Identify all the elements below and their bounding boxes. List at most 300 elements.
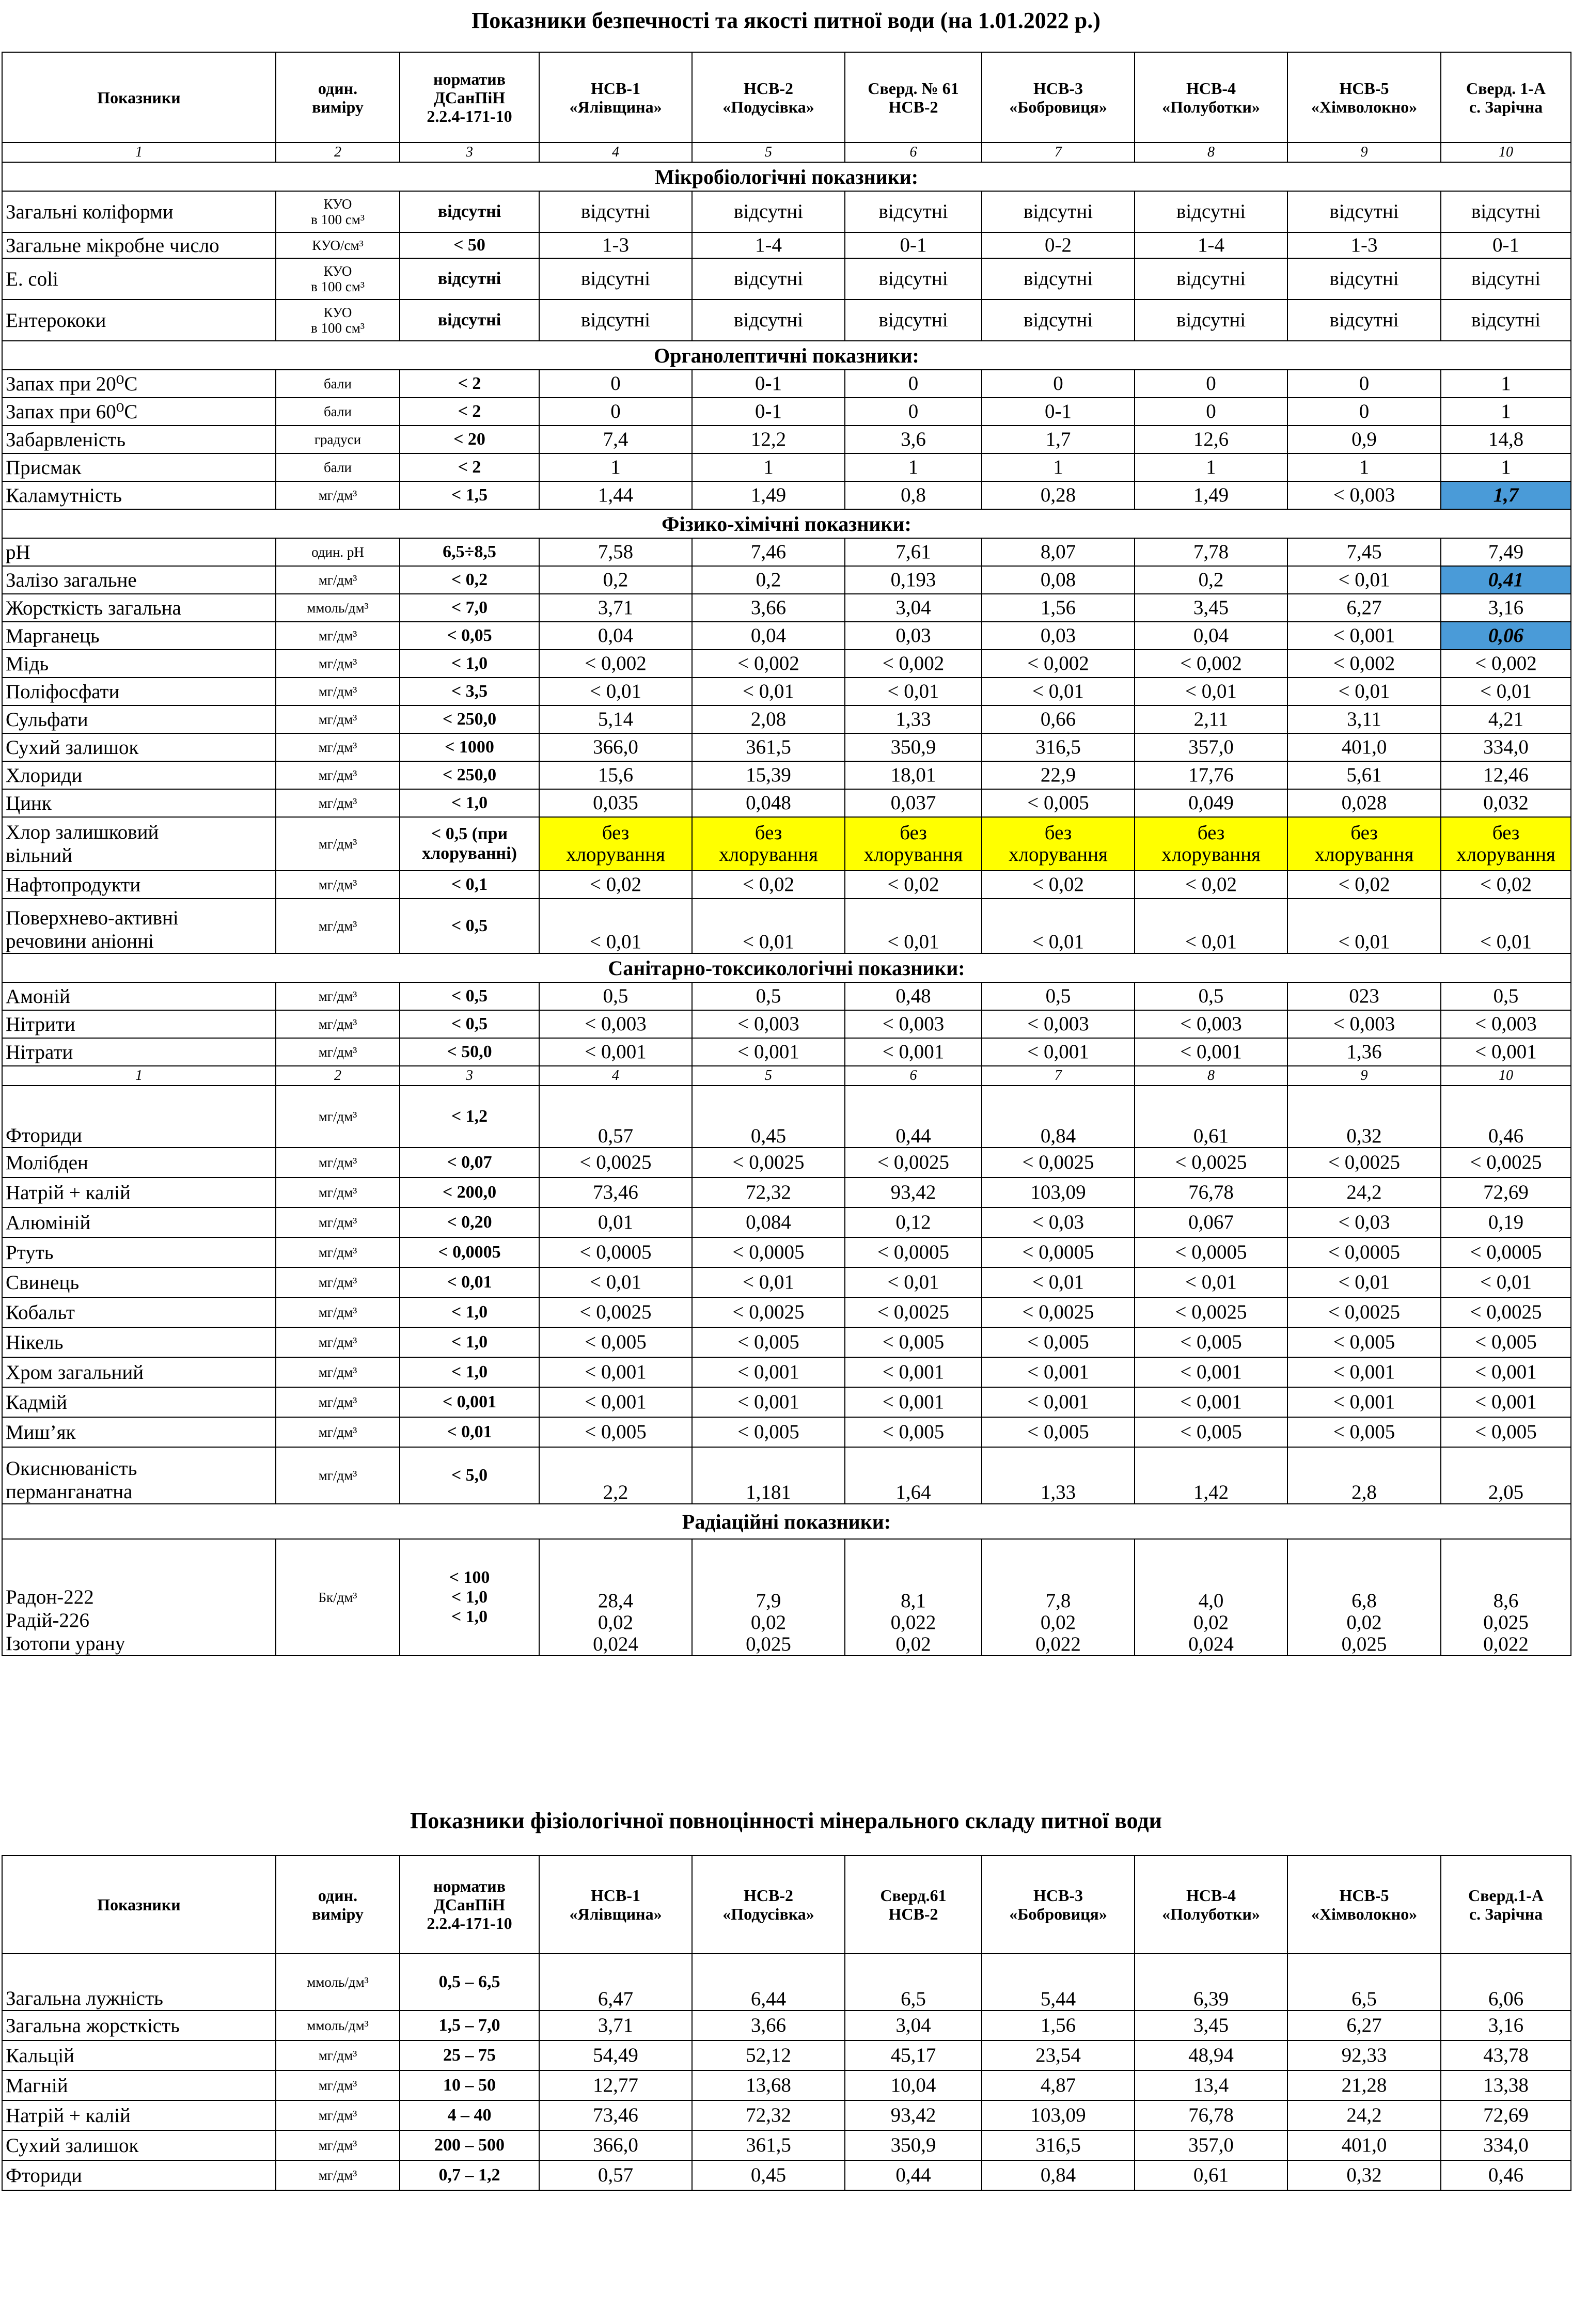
value-cell: 3,71 <box>539 2011 692 2040</box>
column-header: Показники <box>2 52 276 143</box>
table-row <box>2 1297 1571 1327</box>
value-cell: 54,49 <box>539 2040 692 2070</box>
value-cell: відсутні <box>845 300 982 341</box>
indicator-name: Радон-222 Радій-226 Ізотопи урану <box>2 1539 276 1656</box>
indicator-name: Магній <box>2 2070 276 2100</box>
value-cell: 2,08 <box>692 705 845 733</box>
value-cell: 0,12 <box>845 1207 982 1237</box>
value-cell: < 0,003 <box>982 1010 1135 1038</box>
indicator-name: Молібден <box>2 1148 276 1177</box>
table-row <box>2 2100 1571 2130</box>
value-cell: 6,27 <box>1287 594 1441 622</box>
column-number-row <box>2 1066 1571 1086</box>
indicator-name: Поверхнево-активні речовини аніонні <box>2 899 276 953</box>
unit-cell: градуси <box>276 426 400 453</box>
column-number: 8 <box>1135 143 1287 162</box>
value-cell: 1,44 <box>539 481 692 509</box>
value-cell: 0,2 <box>692 566 845 594</box>
value-cell: 12,46 <box>1441 761 1571 789</box>
value-cell: < 0,01 <box>1441 1267 1571 1297</box>
column-number: 7 <box>982 143 1135 162</box>
table-row <box>2 789 1571 817</box>
value-cell: 0,9 <box>1287 426 1441 453</box>
value-cell: 15,39 <box>692 761 845 789</box>
value-cell: < 0,01 <box>692 1267 845 1297</box>
value-cell: < 0,02 <box>692 871 845 899</box>
value-cell: 1,49 <box>692 481 845 509</box>
value-cell: 0,48 <box>845 982 982 1010</box>
value-cell: 0,04 <box>1135 622 1287 650</box>
value-cell: 3,6 <box>845 426 982 453</box>
value-cell: 0,84 <box>982 2160 1135 2190</box>
value-cell: < 0,01 <box>982 678 1135 705</box>
value-cell: без хлорування <box>1287 817 1441 871</box>
value-cell: < 0,01 <box>845 1267 982 1297</box>
value-cell: 6,8 0,02 0,025 <box>1287 1539 1441 1656</box>
value-cell: 1 <box>1441 370 1571 398</box>
unit-cell: бали <box>276 398 400 426</box>
value-cell: 361,5 <box>692 733 845 761</box>
value-cell: < 0,01 <box>1287 1267 1441 1297</box>
table-row <box>2 705 1571 733</box>
value-cell: 0-1 <box>1441 232 1571 258</box>
norm-cell: < 200,0 <box>400 1177 539 1207</box>
value-cell: 12,77 <box>539 2070 692 2100</box>
value-cell: 0-2 <box>982 232 1135 258</box>
value-cell: < 0,003 <box>539 1010 692 1038</box>
value-cell: 1 <box>1287 453 1441 481</box>
indicator-name: Нітрати <box>2 1038 276 1066</box>
column-header: норматив ДСанПіН 2.2.4-171-10 <box>400 52 539 143</box>
value-cell: < 0,01 <box>539 899 692 953</box>
indicator-name: Натрій + калій <box>2 2100 276 2130</box>
indicator-name: Свинець <box>2 1267 276 1297</box>
value-cell: 0,08 <box>982 566 1135 594</box>
column-number: 6 <box>845 143 982 162</box>
value-cell: 2,2 <box>539 1447 692 1504</box>
value-cell: 0,5 <box>1135 982 1287 1010</box>
value-cell: 28,4 0,02 0,024 <box>539 1539 692 1656</box>
value-cell: 1,56 <box>982 594 1135 622</box>
value-cell: 10,04 <box>845 2070 982 2100</box>
column-number: 2 <box>276 1066 400 1086</box>
norm-cell: < 50 <box>400 232 539 258</box>
value-cell: 0,28 <box>982 481 1135 509</box>
value-cell: без хлорування <box>1441 817 1571 871</box>
value-cell: 103,09 <box>982 1177 1135 1207</box>
value-cell: відсутні <box>1287 300 1441 341</box>
value-cell: 93,42 <box>845 1177 982 1207</box>
unit-cell: мг/дм³ <box>276 2160 400 2190</box>
value-cell: 1,7 <box>1441 481 1571 509</box>
column-header: НСВ-3 «Бобровиця» <box>982 52 1135 143</box>
indicator-name: Кальцій <box>2 2040 276 2070</box>
indicator-name: Фториди <box>2 2160 276 2190</box>
value-cell: 0,01 <box>539 1207 692 1237</box>
value-cell: 1,42 <box>1135 1447 1287 1504</box>
value-cell: 1 <box>982 453 1135 481</box>
value-cell: < 0,002 <box>692 650 845 678</box>
value-cell: 350,9 <box>845 2130 982 2160</box>
column-header: НСВ-1 «Ялівщина» <box>539 1856 692 1954</box>
value-cell: < 0,001 <box>845 1387 982 1417</box>
value-cell: 2,8 <box>1287 1447 1441 1504</box>
value-cell: < 0,02 <box>539 871 692 899</box>
value-cell: 3,45 <box>1135 2011 1287 2040</box>
norm-cell: 1,5 – 7,0 <box>400 2011 539 2040</box>
column-header: НСВ-4 «Полуботки» <box>1135 1856 1287 1954</box>
column-header: Сверд.1-А с. Зарічна <box>1441 1856 1571 1954</box>
column-header: Сверд. № 61 НСВ-2 <box>845 52 982 143</box>
value-cell: 0,41 <box>1441 566 1571 594</box>
value-cell: < 0,001 <box>692 1387 845 1417</box>
column-number: 10 <box>1441 143 1571 162</box>
value-cell: 4,87 <box>982 2070 1135 2100</box>
value-cell: < 0,005 <box>539 1417 692 1447</box>
indicator-name: Запах при 20⁰С <box>2 370 276 398</box>
norm-cell: < 50,0 <box>400 1038 539 1066</box>
value-cell: 92,33 <box>1287 2040 1441 2070</box>
norm-cell: відсутні <box>400 300 539 341</box>
indicator-name: Окиснюваність перманганатна <box>2 1447 276 1504</box>
value-cell: 0,66 <box>982 705 1135 733</box>
column-number: 10 <box>1441 1066 1571 1086</box>
indicator-name: Кобальт <box>2 1297 276 1327</box>
value-cell: 72,32 <box>692 1177 845 1207</box>
value-cell: 1,64 <box>845 1447 982 1504</box>
value-cell: < 0,005 <box>982 1327 1135 1357</box>
column-number: 3 <box>400 143 539 162</box>
value-cell: < 0,005 <box>1441 1417 1571 1447</box>
value-cell: < 0,0025 <box>845 1148 982 1177</box>
value-cell: 8,07 <box>982 538 1135 566</box>
value-cell: 3,16 <box>1441 594 1571 622</box>
column-header: НСВ-3 «Бобровиця» <box>982 1856 1135 1954</box>
value-cell: < 0,0025 <box>539 1148 692 1177</box>
value-cell: 0,193 <box>845 566 982 594</box>
unit-cell: ммоль/дм³ <box>276 594 400 622</box>
column-number: 5 <box>692 1066 845 1086</box>
value-cell: 1,36 <box>1287 1038 1441 1066</box>
unit-cell: мг/дм³ <box>276 1086 400 1148</box>
value-cell: відсутні <box>1135 191 1287 232</box>
value-cell: 1 <box>539 453 692 481</box>
norm-cell: 0,7 – 1,2 <box>400 2160 539 2190</box>
value-cell: 3,45 <box>1135 594 1287 622</box>
norm-cell: < 1,0 <box>400 789 539 817</box>
value-cell: < 0,001 <box>539 1038 692 1066</box>
norm-cell: < 0,5 <box>400 899 539 953</box>
value-cell: 6,5 <box>1287 1954 1441 2011</box>
unit-cell: мг/дм³ <box>276 899 400 953</box>
value-cell: 24,2 <box>1287 2100 1441 2130</box>
value-cell: < 0,0025 <box>982 1297 1135 1327</box>
table-row <box>2 1417 1571 1447</box>
value-cell: відсутні <box>1135 300 1287 341</box>
value-cell: < 0,005 <box>982 1417 1135 1447</box>
value-cell: < 0,0005 <box>539 1237 692 1267</box>
unit-cell: Бк/дм³ <box>276 1539 400 1656</box>
unit-cell: мг/дм³ <box>276 1417 400 1447</box>
table-row <box>2 622 1571 650</box>
value-cell: 0,5 <box>1441 982 1571 1010</box>
table-row <box>2 1148 1571 1177</box>
value-cell: 6,44 <box>692 1954 845 2011</box>
value-cell: 13,68 <box>692 2070 845 2100</box>
table-row <box>2 1447 1571 1504</box>
column-number: 1 <box>2 143 276 162</box>
table-row <box>2 1237 1571 1267</box>
table-row <box>2 398 1571 426</box>
indicator-name: Мідь <box>2 650 276 678</box>
section-title: Органолептичні показники: <box>2 341 1571 370</box>
value-cell: < 0,0005 <box>1287 1237 1441 1267</box>
unit-cell: мг/дм³ <box>276 481 400 509</box>
value-cell: відсутні <box>1441 300 1571 341</box>
indicator-name: Загальна лужність <box>2 1954 276 2011</box>
unit-cell: мг/дм³ <box>276 2130 400 2160</box>
unit-cell: мг/дм³ <box>276 1148 400 1177</box>
value-cell: < 0,002 <box>1287 650 1441 678</box>
value-cell: < 0,0005 <box>1135 1237 1287 1267</box>
column-number: 2 <box>276 143 400 162</box>
norm-cell: 0,5 – 6,5 <box>400 1954 539 2011</box>
value-cell: 357,0 <box>1135 733 1287 761</box>
value-cell: 0,035 <box>539 789 692 817</box>
indicator-name: Поліфосфати <box>2 678 276 705</box>
norm-cell: < 0,05 <box>400 622 539 650</box>
value-cell: < 0,005 <box>1135 1417 1287 1447</box>
table-row <box>2 481 1571 509</box>
value-cell: 0-1 <box>692 370 845 398</box>
value-cell: 1,33 <box>982 1447 1135 1504</box>
norm-cell: < 2 <box>400 398 539 426</box>
value-cell: < 0,02 <box>1287 871 1441 899</box>
unit-cell: мг/дм³ <box>276 566 400 594</box>
value-cell: < 0,003 <box>1287 1010 1441 1038</box>
value-cell: 0,57 <box>539 2160 692 2190</box>
table-row <box>2 1357 1571 1387</box>
value-cell: 6,39 <box>1135 1954 1287 2011</box>
value-cell: < 0,005 <box>1135 1327 1287 1357</box>
value-cell: 1 <box>845 453 982 481</box>
table-row <box>2 2130 1571 2160</box>
value-cell: відсутні <box>845 191 982 232</box>
value-cell: < 0,005 <box>982 789 1135 817</box>
value-cell: 0,57 <box>539 1086 692 1148</box>
value-cell: 6,27 <box>1287 2011 1441 2040</box>
value-cell: відсутні <box>1287 191 1441 232</box>
indicator-name: Загальні коліформи <box>2 191 276 232</box>
norm-cell: < 1,0 <box>400 650 539 678</box>
norm-cell: < 0,001 <box>400 1387 539 1417</box>
unit-cell: мг/дм³ <box>276 1177 400 1207</box>
indicator-name: Жорсткість загальна <box>2 594 276 622</box>
column-header: НСВ-5 «Хімволокно» <box>1287 52 1441 143</box>
value-cell: < 0,01 <box>845 899 982 953</box>
value-cell: < 0,001 <box>1135 1038 1287 1066</box>
value-cell: 48,94 <box>1135 2040 1287 2070</box>
column-header: НСВ-2 «Подусівка» <box>692 52 845 143</box>
value-cell: < 0,005 <box>1441 1327 1571 1357</box>
value-cell: < 0,03 <box>1287 1207 1441 1237</box>
value-cell: < 0,001 <box>692 1357 845 1387</box>
value-cell: 0,03 <box>845 622 982 650</box>
value-cell: < 0,01 <box>692 899 845 953</box>
unit-cell: мг/дм³ <box>276 705 400 733</box>
value-cell: < 0,001 <box>982 1387 1135 1417</box>
value-cell: 8,6 0,025 0,022 <box>1441 1539 1571 1656</box>
norm-cell: < 0,5 <box>400 982 539 1010</box>
value-cell: 0,45 <box>692 1086 845 1148</box>
table-row <box>2 2160 1571 2190</box>
section-title: Мікробіологічні показники: <box>2 162 1571 191</box>
table-row <box>2 2070 1571 2100</box>
header-row <box>2 1856 1571 1954</box>
unit-cell: мг/дм³ <box>276 650 400 678</box>
value-cell: < 0,0025 <box>1135 1297 1287 1327</box>
value-cell: відсутні <box>845 258 982 300</box>
value-cell: 0,032 <box>1441 789 1571 817</box>
norm-cell: < 5,0 <box>400 1447 539 1504</box>
value-cell: 1 <box>1441 398 1571 426</box>
norm-cell: 200 – 500 <box>400 2130 539 2160</box>
value-cell: 401,0 <box>1287 733 1441 761</box>
table-row <box>2 538 1571 566</box>
unit-cell: КУО в 100 см³ <box>276 300 400 341</box>
value-cell: 14,8 <box>1441 426 1571 453</box>
value-cell: < 0,001 <box>1441 1387 1571 1417</box>
value-cell: < 0,001 <box>1135 1357 1287 1387</box>
indicator-name: Хлориди <box>2 761 276 789</box>
value-cell: < 0,02 <box>982 871 1135 899</box>
table-row <box>2 761 1571 789</box>
value-cell: 1,49 <box>1135 481 1287 509</box>
value-cell: 1-3 <box>539 232 692 258</box>
unit-cell: мг/дм³ <box>276 733 400 761</box>
norm-cell: 6,5÷8,5 <box>400 538 539 566</box>
value-cell: 7,78 <box>1135 538 1287 566</box>
value-cell: < 0,0025 <box>1441 1297 1571 1327</box>
indicator-name: Амоній <box>2 982 276 1010</box>
table-row <box>2 1038 1571 1066</box>
value-cell: відсутні <box>539 300 692 341</box>
norm-cell: < 250,0 <box>400 705 539 733</box>
table-row <box>2 982 1571 1010</box>
indicator-name: Сульфати <box>2 705 276 733</box>
indicator-name: Марганець <box>2 622 276 650</box>
value-cell: 366,0 <box>539 733 692 761</box>
value-cell: відсутні <box>539 258 692 300</box>
table-row <box>2 1387 1571 1417</box>
value-cell: 0,84 <box>982 1086 1135 1148</box>
column-header: Сверд.61 НСВ-2 <box>845 1856 982 1954</box>
norm-cell: 25 – 75 <box>400 2040 539 2070</box>
value-cell: 0,45 <box>692 2160 845 2190</box>
unit-cell: ммоль/дм³ <box>276 1954 400 2011</box>
value-cell: 3,66 <box>692 2011 845 2040</box>
value-cell: < 0,0005 <box>1441 1237 1571 1267</box>
value-cell: < 0,0025 <box>1135 1148 1287 1177</box>
norm-cell: < 1,2 <box>400 1086 539 1148</box>
value-cell: < 0,0025 <box>1441 1148 1571 1177</box>
value-cell: 72,69 <box>1441 1177 1571 1207</box>
value-cell: < 0,02 <box>1441 871 1571 899</box>
value-cell: 0,06 <box>1441 622 1571 650</box>
value-cell: < 0,001 <box>539 1357 692 1387</box>
value-cell: < 0,01 <box>1287 678 1441 705</box>
unit-cell: КУО в 100 см³ <box>276 258 400 300</box>
value-cell: < 0,01 <box>1287 899 1441 953</box>
column-header: НСВ-2 «Подусівка» <box>692 1856 845 1954</box>
value-cell: 0 <box>982 370 1135 398</box>
indicator-name: Алюміній <box>2 1207 276 1237</box>
norm-cell: < 20 <box>400 426 539 453</box>
indicator-name: Хлор залишковий вільний <box>2 817 276 871</box>
value-cell: відсутні <box>982 300 1135 341</box>
table-row <box>2 1177 1571 1207</box>
section-row <box>2 953 1571 982</box>
section-title: Фізико-хімічні показники: <box>2 509 1571 538</box>
section-row <box>2 162 1571 191</box>
value-cell: 5,14 <box>539 705 692 733</box>
value-cell: < 0,01 <box>1135 899 1287 953</box>
column-header: НСВ-1 «Ялівщина» <box>539 52 692 143</box>
value-cell: < 0,002 <box>1135 650 1287 678</box>
value-cell: 17,76 <box>1135 761 1287 789</box>
value-cell: 1-3 <box>1287 232 1441 258</box>
value-cell: < 0,005 <box>692 1417 845 1447</box>
unit-cell: мг/дм³ <box>276 871 400 899</box>
column-number: 3 <box>400 1066 539 1086</box>
value-cell: 0-1 <box>845 232 982 258</box>
value-cell: < 0,01 <box>982 1267 1135 1297</box>
value-cell: 0,2 <box>1135 566 1287 594</box>
value-cell: < 0,01 <box>1287 566 1441 594</box>
value-cell: < 0,0025 <box>845 1297 982 1327</box>
value-cell: < 0,001 <box>1287 1387 1441 1417</box>
norm-cell: < 7,0 <box>400 594 539 622</box>
value-cell: 72,32 <box>692 2100 845 2130</box>
value-cell: 8,1 0,022 0,02 <box>845 1539 982 1656</box>
value-cell: 7,58 <box>539 538 692 566</box>
value-cell: 0,5 <box>692 982 845 1010</box>
value-cell: без хлорування <box>692 817 845 871</box>
value-cell: 0,084 <box>692 1207 845 1237</box>
value-cell: без хлорування <box>1135 817 1287 871</box>
value-cell: < 0,005 <box>1287 1417 1441 1447</box>
norm-cell: відсутні <box>400 258 539 300</box>
value-cell: 1 <box>1135 453 1287 481</box>
value-cell: 13,4 <box>1135 2070 1287 2100</box>
column-header: норматив ДСанПіН 2.2.4-171-10 <box>400 1856 539 1954</box>
value-cell: 334,0 <box>1441 733 1571 761</box>
column-header: один. виміру <box>276 1856 400 1954</box>
value-cell: < 0,0025 <box>1287 1148 1441 1177</box>
value-cell: 0,19 <box>1441 1207 1571 1237</box>
column-number: 9 <box>1287 1066 1441 1086</box>
norm-cell: відсутні <box>400 191 539 232</box>
column-header: НСВ-5 «Хімволокно» <box>1287 1856 1441 1954</box>
value-cell: < 0,0025 <box>1287 1297 1441 1327</box>
unit-cell: мг/дм³ <box>276 2070 400 2100</box>
indicator-name: Сухий залишок <box>2 733 276 761</box>
norm-cell: < 0,20 <box>400 1207 539 1237</box>
value-cell: 2,11 <box>1135 705 1287 733</box>
value-cell: 6,47 <box>539 1954 692 2011</box>
value-cell: 0,32 <box>1287 2160 1441 2190</box>
value-cell: < 0,01 <box>845 678 982 705</box>
